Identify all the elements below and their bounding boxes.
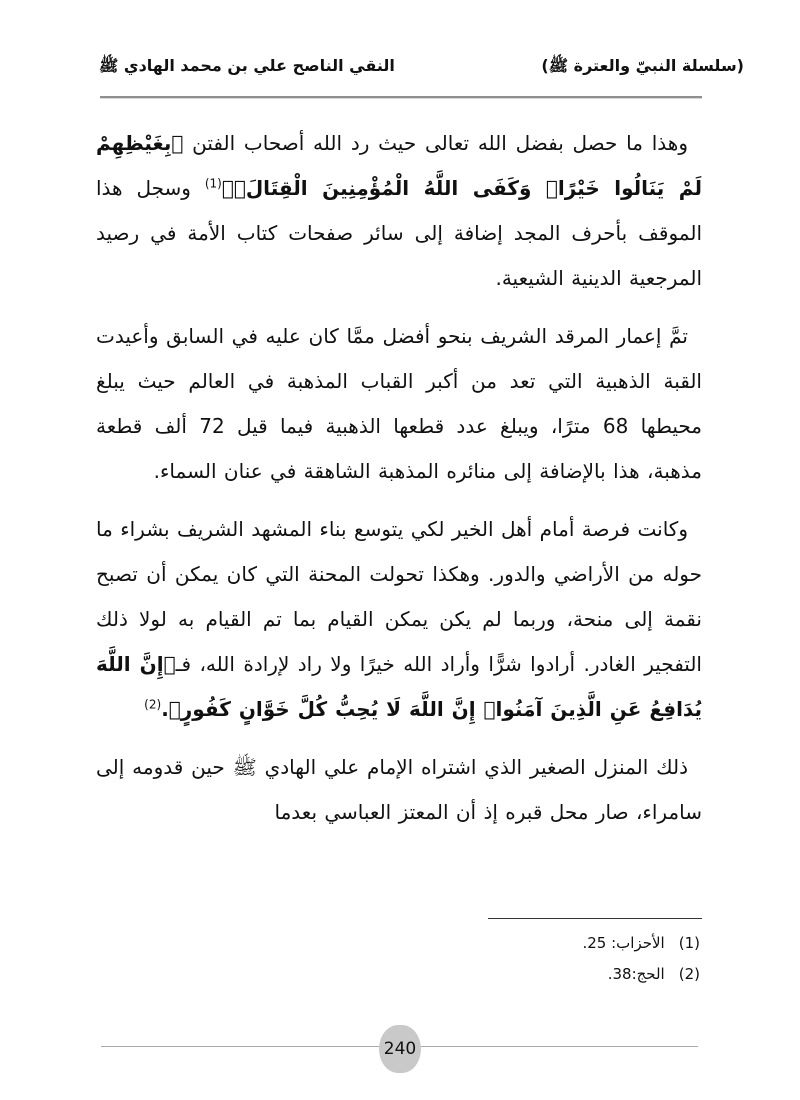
footnote-text: الحج:38. — [607, 965, 665, 983]
footnote-ref: (1) — [204, 176, 222, 191]
paragraph — [96, 314, 702, 494]
body-run: وسجل هذا الموقف بأحرف المجد إضافة إلى سائر صفحات كتاب الأمة في رصيد المرجعية الدينية الشيعية. — [96, 176, 702, 290]
body-run: وكانت فرصة أمام أهل الخير لكي يتوسع بناء المشهد الشريف بشراء ما حوله من الأراضي والدور. وهكذا تحولت المحنة التي كان يمكن أن تصبح نقمة إلى منحة، وربما لم يكن يمكن القيام بما تم القيام به لولا ذلك التفجير الغادر. أرادوا شرًّا وأراد الله خيرًا ولا راد لإرادة الله، فـ — [96, 517, 702, 676]
body-run: ذلك المنزل الصغير الذي اشتراه الإمام علي الهادي ﷺ حين قدومه إلى سامراء، صار محل قبره إذ أن المعتز العباسي بعدما — [96, 755, 702, 824]
paragraph — [96, 507, 702, 732]
footnote-separator — [488, 918, 702, 919]
footnote-item — [96, 928, 700, 959]
chapter-title: النقي الناصح علي بن محمد الهادي ﷺ — [99, 56, 395, 75]
quran-verse: ﴿إِنَّ اللَّهَ يُدَافِعُ عَنِ الَّذِينَ آمَنُواۗ إِنَّ اللَّهَ لَا يُحِبُّ كُلَّ خَوَّانٍ كَفُورٍ﴾. — [96, 652, 702, 721]
header-rule — [100, 96, 702, 99]
footnote-number: (2) — [678, 965, 700, 983]
footnotes — [96, 928, 700, 990]
footnote-item — [96, 959, 700, 990]
body-run: وهذا ما حصل بفضل الله تعالى حيث رد الله أصحاب الفتن — [183, 131, 688, 155]
footnote-text: الأحزاب: 25. — [582, 934, 665, 952]
footnote-number: (1) — [678, 934, 700, 952]
body-text — [96, 121, 702, 848]
body-run: تمَّ إعمار المرقد الشريف بنحو أفضل ممَّا كان عليه في السابق وأعيدت القبة الذهبية التي تعد من أكبر القباب المذهبة في العالم حيث يبلغ محيطها 68 مترًا، ويبلغ عدد قطعها الذهبية فيما قيل 72 ألف قطعة مذهبة، هذا بالإضافة إلى منائره المذهبة الشاهقة في عنان السماء. — [96, 324, 702, 483]
page-number: 240 — [383, 1039, 417, 1059]
paragraph — [96, 745, 702, 835]
footnote-ref: (2) — [144, 697, 162, 712]
series-title: (سلسلة النبيّ والعترة ﷺ) — [541, 56, 744, 75]
page-number-badge — [379, 1025, 421, 1073]
quran-verse: ﴿بِغَيْظِهِمْ لَمْ يَنَالُوا خَيْرًاۚ وَكَفَى اللَّهُ الْمُؤْمِنِينَ الْقِتَالَۚ﴾ — [96, 131, 702, 200]
paragraph — [96, 121, 702, 301]
